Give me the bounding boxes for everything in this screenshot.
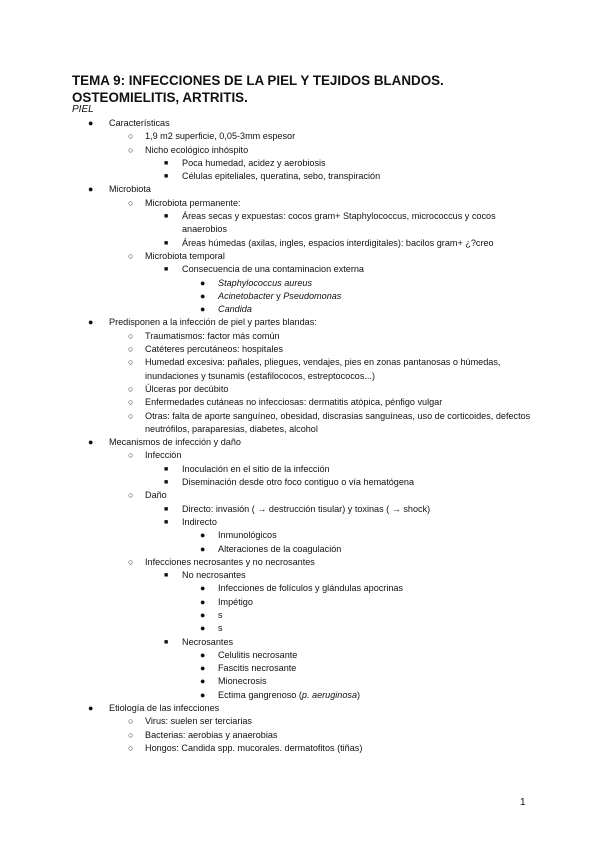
list-item: ● Mionecrosis: [72, 675, 532, 688]
list-item: ● Impétigo: [72, 596, 532, 609]
list-item: ● Fascitis necrosante: [72, 662, 532, 675]
document-body: [72, 117, 532, 755]
list-item: ○ Bacterias: aerobias y anaerobias: [72, 729, 532, 742]
list-item: ■ Áreas secas y expuestas: cocos gram+ Staphylococcus, micrococcus y cocos anaerobios: [164, 211, 496, 235]
bullet-icon: ●: [200, 649, 206, 660]
list-item: ○ 1,9 m2 superficie, 0,05-3mm espesor: [72, 130, 532, 143]
bullet-icon: ●: [88, 703, 94, 714]
list-item: ○ Catéteres percutáneos: hospitales: [72, 343, 532, 356]
list-item: ■ Consecuencia de una contaminacion externa: [72, 263, 532, 276]
list-item: ○ Úlceras por decúbito: [72, 383, 532, 396]
list-item: ● Mecanismos de infección y daño: [72, 436, 532, 449]
list-item: ● s: [72, 622, 532, 635]
list-item: ○ Nicho ecológico inhóspito: [72, 144, 532, 157]
list-item: ● Alteraciones de la coagulación: [72, 543, 532, 556]
list-item: ■ Poca humedad, acidez y aerobiosis: [72, 157, 532, 170]
bullet-icon: ○: [128, 383, 134, 394]
list-item: ○ Daño: [72, 489, 532, 502]
bullet-icon: ●: [88, 317, 94, 328]
bullet-icon: ●: [200, 663, 206, 674]
bullet-icon: ●: [88, 118, 94, 128]
list-item: ○ Hongos: Candida spp. mucorales. dermatofitos (tiñas): [72, 742, 532, 755]
outline-list: [72, 117, 532, 755]
bullet-icon: ■: [164, 173, 169, 181]
bullet-icon: ○: [128, 357, 134, 368]
bullet-icon: ○: [128, 742, 134, 753]
bullet-icon: ●: [200, 596, 206, 607]
bullet-icon: ○: [128, 250, 134, 261]
bullet-icon: ■: [164, 518, 169, 526]
bullet-icon: ■: [164, 465, 169, 473]
bullet-icon: ●: [200, 277, 206, 288]
list-item: ● Ectima gangrenoso (p. aeruginosa): [72, 689, 532, 702]
bullet-icon: ○: [128, 144, 134, 155]
bullet-icon: ○: [128, 490, 134, 501]
list-item: ■ Necrosantes: [72, 636, 532, 649]
list-item: ● Características: [72, 117, 532, 130]
bullet-icon: ■: [164, 266, 169, 274]
list-item: ■ Indirecto: [72, 516, 532, 529]
list-item: ● Microbiota: [72, 183, 532, 196]
bullet-icon: ●: [200, 676, 206, 687]
page-number: 1: [520, 797, 526, 808]
bullet-icon: ●: [88, 184, 94, 195]
bullet-icon: ■: [164, 159, 169, 167]
bullet-icon: ●: [200, 609, 206, 620]
list-item: ■ Directo: invasión ( → destrucción tisular) y toxinas ( → shock): [72, 503, 532, 516]
list-item: ○ Microbiota permanente:: [72, 197, 532, 210]
list-item: ■ Células epiteliales, queratina, sebo, transpiración: [72, 170, 532, 183]
bullet-icon: ○: [128, 410, 134, 421]
bullet-icon: ○: [128, 131, 134, 142]
bullet-icon: ■: [164, 479, 169, 487]
list-item: ■ No necrosantes: [72, 569, 532, 582]
list-item: ○ Otras: falta de aporte sanguíneo, obesidad, discrasias sanguíneas, uso de corticoides, defectos neutrófilos, paraparesias, diabetes, alcohol: [128, 410, 531, 434]
list-item: ● Staphylococcus aureus: [72, 277, 532, 290]
list-item: ● Acinetobacter y Pseudomonas: [72, 290, 532, 303]
bullet-icon: ■: [164, 239, 169, 247]
bullet-icon: ●: [88, 437, 94, 448]
list-item: ○ Enfermedades cutáneas no infecciosas: dermatitis atópica, pénfigo vulgar: [72, 396, 532, 409]
bullet-icon: ●: [200, 543, 206, 554]
bullet-icon: ●: [200, 304, 206, 315]
bullet-icon: ○: [128, 330, 134, 341]
list-item: ○ Virus: suelen ser terciarias: [72, 715, 532, 728]
bullet-icon: ○: [128, 556, 134, 567]
list-item: ● Candida: [72, 303, 532, 316]
list-item: ○ Microbiota temporal: [72, 250, 532, 263]
list-item: ■ Inoculación en el sitio de la infección: [72, 463, 532, 476]
bullet-icon: ■: [164, 638, 169, 646]
bullet-icon: ●: [200, 689, 206, 700]
bullet-icon: ●: [200, 623, 206, 634]
list-item: ● Etiología de las infecciones: [72, 702, 532, 715]
bullet-icon: ○: [128, 716, 134, 727]
list-item: ● Infecciones de folículos y glándulas apocrinas: [72, 582, 532, 595]
list-item: ■ Áreas húmedas (axilas, ingles, espacios interdigitales): bacilos gram+ ¿?creo: [72, 237, 532, 250]
bullet-icon: ■: [164, 213, 169, 221]
bullet-icon: ●: [200, 583, 206, 594]
section-heading: PIEL: [72, 104, 94, 115]
list-item: ■ Diseminación desde otro foco contiguo o vía hematógena: [72, 476, 532, 489]
bullet-icon: ■: [164, 572, 169, 580]
list-item: ○ Infección: [72, 449, 532, 462]
bullet-icon: ○: [128, 344, 134, 355]
list-item: ● s: [72, 609, 532, 622]
bullet-icon: ○: [128, 397, 134, 408]
bullet-icon: ○: [128, 450, 134, 461]
bullet-icon: ●: [200, 530, 206, 541]
bullet-icon: ○: [128, 197, 134, 208]
list-item: ○ Traumatismos: factor más común: [72, 330, 532, 343]
bullet-icon: ●: [200, 290, 206, 301]
list-item: ● Predisponen a la infección de piel y partes blandas:: [72, 316, 532, 329]
bullet-icon: ■: [164, 505, 169, 513]
list-item: ● Celulitis necrosante: [72, 649, 532, 662]
bullet-icon: ○: [128, 729, 134, 740]
list-item: ○ Humedad excesiva: pañales, pliegues, vendajes, pies en zonas pantanosas o húmedas, inundaciones y tsunamis (estafilococos, estreptococos...): [128, 357, 501, 381]
list-item: ● Inmunológicos: [72, 529, 532, 542]
page-title: TEMA 9: INFECCIONES DE LA PIEL Y TEJIDOS BLANDOS. OSTEOMIELITIS, ARTRITIS.: [72, 73, 444, 105]
list-item: ○ Infecciones necrosantes y no necrosantes: [72, 556, 532, 569]
